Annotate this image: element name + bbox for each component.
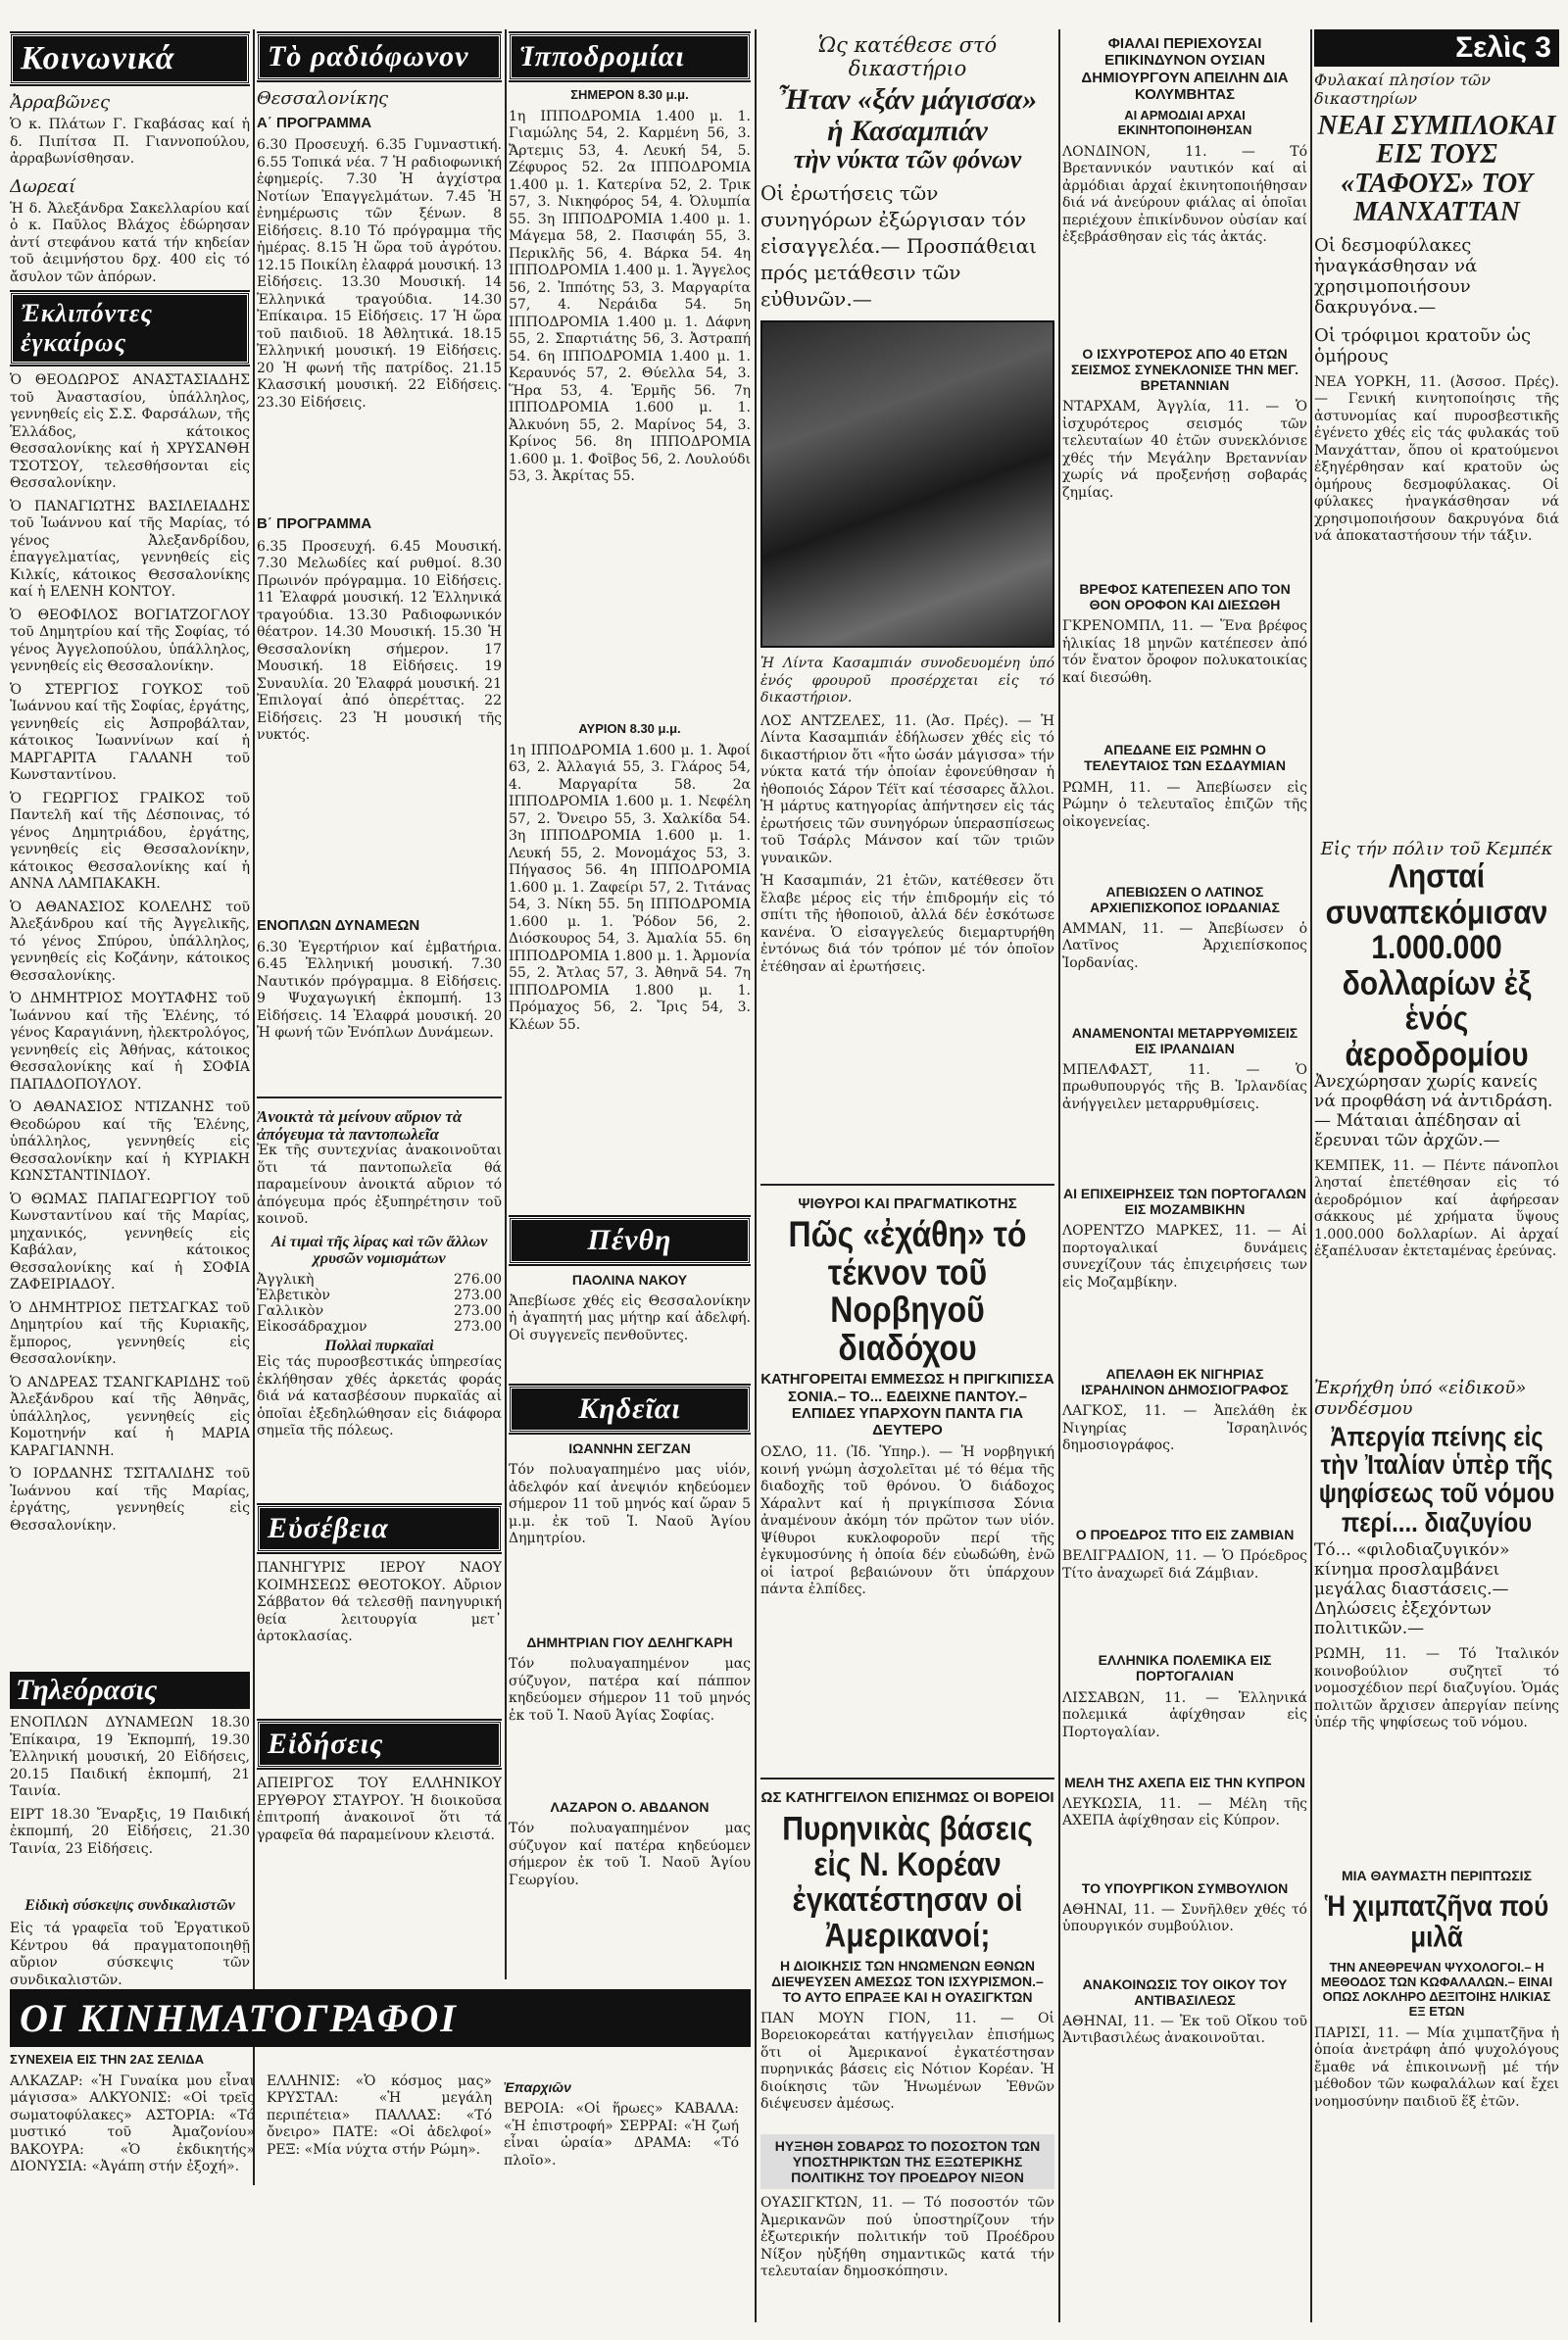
program-a-label: Α΄ ΠΡΟΓΡΑΜΜΑ bbox=[257, 115, 372, 131]
brief-head-12: ΤΟ ΥΠΟΥΡΓΙΚΟΝ ΣΥΜΒΟΥΛΙΟΝ bbox=[1081, 1879, 1289, 1896]
brief-head-4: ΑΠΕΔΑΝΕ ΕΙΣ ΡΩΜΗΝ Ο ΤΕΛΕΥΤΑΙΟΣ ΤΩΝ ΕΣΔΑΥΜΙΑΝ bbox=[1084, 742, 1286, 774]
brief-head-13: ΑΝΑΚΟΙΝΩΣΙΣ ΤΟΥ ΟΙΚΟΥ ΤΟΥ ΑΝΤΙΒΑΣΙΛΕΩΣ bbox=[1082, 1975, 1288, 2008]
divider bbox=[760, 1184, 1054, 1186]
gifts-text-block: Ἡ δ. Ἀλεξάνδρα Σακελλαρίου καί ὁ κ. Παῦλος Βλάχος ἐδώρησαν ἀντί στεφάνου κατά τήν κηδείαν τοῦ ἀειμνήστου δρχ. 400 εἰς τό ἄσυλον τῶν ἀπόρων. bbox=[10, 200, 250, 285]
main-headline-2: ἡ Κασαμπιάν bbox=[827, 114, 988, 147]
brief-text-5: ΑΜΜΑΝ, 11. — Ἀπεβίωσεν ὁ Λατῖνος Ἀρχιεπίσκοπος Ἰορδανίας. bbox=[1062, 920, 1307, 971]
korea-deck: Η ΔΙΟΙΚΗΣΙΣ ΤΩΝ ΗΝΩΜΕΝΩΝ ΕΘΝΩΝ ΔΙΕΨΕΥΣΕΝ ΑΜΕΣΩΣ ΤΟΝ ΙΣΧΥΡΙΣΜΟΝ.– ΤΟ ΑΥΤΟ ΕΠΡΑΞΕ ΚΑΙ Η ΟΥΑΣΙΓΚΤΩΝ bbox=[771, 1957, 1044, 2005]
brief-text-7: ΛΟΡΕΝΤΖΟ ΜΑΡΚΕΣ, 11. — Αἱ πορτογαλικαί δυνάμεις συνεχίζουν τάς ἐπιχειρήσεις των εἰς Μοζαμβίκην. bbox=[1062, 1223, 1307, 1291]
korea-headline: Πυρηνικὰς βάσεις εἰς Ν. Κορέαν ἐγκατέστησαν οἱ Ἀμερικανοί; bbox=[782, 1810, 1033, 1954]
cinemas-subhead: ΣΥΝΕΧΕΙΑ ΕΙΣ ΤΗΝ 2ΑΣ ΣΕΛΙΔΑ bbox=[10, 2052, 205, 2067]
tomorrow-label: ΑΥΡΙΟΝ 8.30 μ.μ. bbox=[578, 720, 681, 736]
tv-union-text: Εἰς τά γραφεῖα τοῦ Ἐργατικοῦ Κέντρου θά πραγματοποιηθῇ αὔριον σύσκεψις τῶν συνδικαλιστῶν. bbox=[10, 1921, 250, 1988]
tv-header: Τηλεόρασις bbox=[10, 1672, 250, 1709]
eusebeia-text: ΠΑΝΗΓΥΡΙΣ ΙΕΡΟΥ ΝΑΟΥ ΚΟΙΜΗΣΕΩΣ ΘΕΟΤΟΚΟΥ. Αὔριον Σάββατον θά τελεσθῇ πανηγυρική θεία λειτουργία μετ᾽ ἀρτοκλασίας. bbox=[257, 1560, 502, 1645]
funeral-name-3: ΛΑΖΑΡΟΝ Ο. ΑΒΔΑΝΟΝ bbox=[550, 1799, 710, 1816]
korea-kicker: ΩΣ ΚΑΤΗΓΓΕΙΛΟΝ ΕΠΙΣΗΜΩΣ ΟΙ ΒΟΡΕΙΟΙ bbox=[760, 1789, 1054, 1807]
engagement-note: Ὁ κ. Πλάτων Γ. Γκαβάσας καί ἡ δ. Πιπίτσα Π. Γιαννοπούλου, ἀρραβωνίσθησαν. bbox=[10, 117, 250, 167]
column-divider bbox=[755, 29, 757, 2322]
radio-header: Τὸ ραδιόφωνον bbox=[257, 33, 502, 80]
cinemas-text-right: Ἐπαρχιῶν ΒΕΡΟΙΑ: «Οἱ ἥρωες» ΚΑΒΑΛΑ: «Ἡ ἐπιστροφή» ΣΕΡΡΑΙ: «Ἡ ζωή εἶναι ὡραία» ΔΡΑΜΑ: «Τό πλοῖο». bbox=[504, 2078, 739, 2169]
engagements-subhead: Ἀρραβῶνες bbox=[10, 92, 111, 113]
photo-caption: Ἡ Λίντα Κασαμπιάν συνοδευομένη ὑπό ἑνός φρουροῦ προσέρχεται εἰς τό δικαστήριον. bbox=[760, 656, 1054, 707]
italy-kicker: Ἐκρήχθη ὑπό «εἰδικοῦ» συνδέσμου bbox=[1314, 1377, 1527, 1419]
funerals-header: Κηδεῖαι bbox=[509, 1386, 751, 1433]
price-row: Ἑλβετικὸν 273.00 bbox=[257, 1287, 502, 1303]
brief-text-11: ΛΕΥΚΩΣΙΑ, 11. — Μέλη τῆς ΑΧΕΠΑ ἀφίχθησαν εἰς Κύπρον. bbox=[1062, 1795, 1307, 1829]
social-header: Κοινωνικά bbox=[10, 33, 250, 84]
fires-head: Πολλαὶ πυρκαϊαὶ bbox=[324, 1337, 434, 1354]
today-label: ΣΗΜΕΡΟΝ 8.30 μ.μ. bbox=[570, 87, 689, 102]
column-divider bbox=[505, 29, 507, 1979]
tv-schedule-block: ΕΝΟΠΛΩΝ ΔΥΝΑΜΕΩΝ 18.30 Ἐπίκαιρα, 19 Ἐκπομπή, 19.30 Ἑλληνική μουσική, 20 Εἰδήσεις, 20.15 Παιδική ἐκπομπή, 21 Ταινία. ΕΙΡΤ 18.30 Ἔναρξις, 19 Παιδική ἐκπομπή, 20 Εἰδήσεις, 21.30 Ταινία, 23 Εἰδήσεις. bbox=[10, 1715, 250, 1857]
forces-text: 6.30 Ἐγερτήριον καί ἐμβατήρια. 6.45 Ἑλληνική μουσική. 7.30 Ναυτικόν πρόγραμμα. 8 Εἰδήσεις. 9 Ψυχαγωγική ἐκπομπή. 13 Εἰδήσεις. 14 Ἐλαφρά μουσική. 20 Ἡ φωνή τῶν Ἐνόπλων Δυνάμεων. bbox=[257, 939, 502, 1042]
brief-text-6: ΜΠΕΛΦΑΣΤ, 11. — Ὁ πρωθυπουργός τῆς Β. Ἰρλανδίας ἀνήγγειλεν μεταρρυθμίσεις. bbox=[1062, 1061, 1307, 1112]
manhattan-text: ΝΕΑ ΥΟΡΚΗ, 11. (Ἀσσοσ. Πρές). — Γενική κινητοποίησις τῆς ἀστυνομίας καί πυροσβεστικῆς ἐγένετο χθές εἰς τάς φυλακάς τοῦ Μανχάτταν, ὅπου οἱ κρατούμενοι ἐξηγέρθησαν καί κρατοῦν ὡς ὁμήρους δεσμοφύλακας. Οἱ φύλακες ἠναγκάσθησαν νά χρησιμοποιήσουν δακρυγόνα διά νά ἀποκαταστήσουν τήν τάξιν. bbox=[1314, 373, 1559, 545]
italy-deck: Τό... «φιλοδιαζυγικόν» κίνημα προσλαμβάνει μεγάλας διαστάσεις.— Δηλώσεις ἐξεχόντων πολιτικῶν.— bbox=[1314, 1540, 1510, 1639]
price-row: Εἰκοσάδραχμον 273.00 bbox=[257, 1318, 502, 1335]
column-divider bbox=[253, 29, 255, 2185]
deaths-text-block: Ὁ ΘΕΟΔΩΡΟΣ ΑΝΑΣΤΑΣΙΑΔΗΣ τοῦ Ἀναστασίου, ὑπάλληλος, γεννηθείς εἰς Σ.Σ. Φαρσάλων, τῆς Ἑλλάδος, κάτοικος Θεσσαλονίκης καί ἡ ΧΡΥΣΑΝΘΗ ΤΣΟΤΣΟΥ, τελεσθήσονται εἰς Θεσσαλονίκην. Ὁ ΠΑΝΑΓΙΩΤΗΣ ΒΑΣΙΛΕΙΑΔΗΣ τοῦ Ἰωάννου καί τῆς Μαρίας, τό γένος Ἀλεξανδρίδου, ἐπαγγελματίας, γεννηθείς εἰς Κιλκίς, κάτοικος Θεσσαλονίκης καί ἡ ΕΛΕΝΗ ΚΟΝΤΟΥ. Ὁ ΘΕΟΦΙΛΟΣ ΒΟΓΙΑΤΖΟΓΛΟΥ τοῦ Δημητρίου καί τῆς Σοφίας, τό γένος Ἀγγελοπούλου, ὑπάλληλος, γεννηθείς εἰς Θεσσαλονίκην. Ὁ ΣΤΕΡΓΙΟΣ ΓΟΥΚΟΣ τοῦ Ἰωάννου καί τῆς Σοφίας, ἐργάτης, γεννηθείς εἰς Ἀσπροβάλταν, κάτοικος Ἰωαννίνων καί ἡ ΜΑΡΓΑΡΙΤΑ ΓΑΛΑΝΗ τοῦ Κωνσταντίνου. Ὁ ΓΕΩΡΓΙΟΣ ΓΡΑΙΚΟΣ τοῦ Παντελῆ καί τῆς Δέσποινας, τό γένος Δημητριάδου, ἐργάτης, γεννηθείς εἰς Θεσσαλονίκην, κάτοικος Θεσσαλονίκης καί ἡ ΑΝΝΑ ΛΑΜΠΑΚΑΚΗ. Ὁ ΑΘΑΝΑΣΙΟΣ ΚΟΛΕΛΗΣ τοῦ Ἀλεξάνδρου καί τῆς Ἀγγελικῆς, τό γένος Σπύρου, ὑπάλληλος, γεννηθείς εἰς Κοζάνην, κάτοικος Θεσσαλονίκης. Ὁ ΔΗΜΗΤΡΙΟΣ ΜΟΥΤΑΦΗΣ τοῦ Ἰωάννου καί τῆς Ἑλένης, τό γένος Καραγιάννη, ἠλεκτρολόγος, γεννηθείς εἰς Ἀθήνας, κάτοικος Θεσσαλονίκης καί ἡ ΣΟΦΙΑ ΠΑΠΑΔΟΠΟΥΛΟΥ. Ὁ ΑΘΑΝΑΣΙΟΣ ΝΤΙΖΑΝΗΣ τοῦ Θεοδώρου καί τῆς Ἑλένης, ὑπάλληλος, γεννηθείς εἰς Θεσσαλονίκην καί ἡ ΚΥΡΙΑΚΗ ΚΩΝΣΤΑΝΤΙΝΙΔΟΥ. Ὁ ΘΩΜΑΣ ΠΑΠΑΓΕΩΡΓΙΟΥ τοῦ Κωνσταντίνου καί τῆς Μαρίας, μηχανικός, γεννηθείς εἰς Καβάλαν, κάτοικος Θεσσαλονίκης καί ἡ ΣΟΦΙΑ ΖΑΦΕΙΡΙΑΔΟΥ. Ὁ ΔΗΜΗΤΡΙΟΣ ΠΕΤΣΑΓΚΑΣ τοῦ Δημητρίου καί τῆς Κυριακῆς, ἔμπορος, γεννηθείς εἰς Θεσσαλονίκην. Ὁ ΑΝΔΡΕΑΣ ΤΣΑΝΓΚΑΡΙΔΗΣ τοῦ Ἀλεξάνδρου καί τῆς Ἀθηνᾶς, ὑπάλληλος, γεννηθείς εἰς Κομοτηνήν καί ἡ ΜΑΡΙΑ ΚΑΡΑΓΙΑΝΝΗ. Ὁ ΙΟΡΔΑΝΗΣ ΤΣΙΤΑΛΙΔΗΣ τοῦ Ἰωάννου καί τῆς Μαρίας, ἐργάτης, γεννηθείς εἰς Θεσσαλονίκην. bbox=[10, 372, 250, 1534]
shops-open-text: Ἐκ τῆς συντεχνίας ἀνακοινοῦται ὅτι τά παντοπωλεῖα θά παραμείνουν ἀνοικτά αὔριον τό ἀπόγευμα πρός ἐξυπηρέτησιν τοῦ κοινοῦ. bbox=[257, 1143, 502, 1228]
program-a-text: 6.30 Προσευχή. 6.35 Γυμναστική. 6.55 Τοπικά νέα. 7 Ἡ ραδιοφωνική ἐφημερίς. 7.30 Ἡ ἀγχίστρα Νοτίων Ἐπαγγελμάτων. 7.45 Ἡ ἐνημέρωσις τῶν ξένων. 8 Εἰδήσεις. 8.10 Τό πρόγραμμα τῆς ἡμέρας. 8.15 Ἡ ὥρα τοῦ ἀγρότου. 12.15 Ποικίλη ἐλαφρά μουσική. 13 Εἰδήσεις. 13.30 Μουσική. 14 Ἑλληνικά τραγούδια. 14.30 Ἐπίκαιρα. 15 Εἰδήσεις. 17 Ἡ ὥρα τοῦ παιδιοῦ. 18 Ἀθλητικά. 18.15 Ἑλληνική μουσική. 19 Εἰδήσεις. 20 Ἡ φωνή τῆς πατρίδος. 21.15 Κλασσική μουσική. 22 Εἰδήσεις. 23.30 Εἰδήσεις. bbox=[257, 137, 502, 411]
main-headline-1: Ἦταν «ξάν μάγισσα» bbox=[777, 83, 1038, 116]
tv-union-note: Εἰδικὴ σύσκεψις συνδικαλιστῶν bbox=[24, 1897, 235, 1914]
korea-text: ΠΑΝ ΜΟΥΝ ΓΙΟΝ, 11. — Οἱ Βορειοκορεάται κατήγγειλαν ἐπισήμως ὅτι οἱ Ἀμερικανοί ἐγκατέστησαν πυρηνικάς βάσεις εἰς Νότιον Κορέαν. Ἡ διοίκησις τῶν Ἡνωμένων Ἐθνῶν διέψευσεν ἀμέσως. bbox=[760, 2010, 1054, 2113]
grief-header: Πένθη bbox=[509, 1217, 751, 1264]
norway-kicker: ΨΙΘΥΡΟΙ ΚΑΙ ΠΡΑΓΜΑΤΙΚΟΤΗΣ bbox=[798, 1194, 1017, 1212]
main-story-text: ΛΟΣ ΑΝΤΖΕΛΕΣ, 11. (Ἀσ. Πρές). — Ἡ Λίντα Κασαμπιάν ἐδήλωσεν χθές εἰς τό δικαστήριον ὅτι «ἦτο ὡσάν μάγισσα» τήν νύκτα κατά τήν ὁποίαν ἐφονεύθησαν ἡ ἠθοποιός Σάρον Τέϊτ καί τέσσαρες ἄλλοι. Ἡ μάρτυς κατηγορίας ἀπήντησεν εἰς τάς ἐρωτήσεις τῶν συνηγόρων ὑπερασπίσεως τοῦ Τσάρλς Μάνσον καί τῶν τριῶν γυναικῶν. Ἡ Κασαμπιάν, 21 ἐτῶν, κατέθεσεν ὅτι ἔλαβε μέρος εἰς τήν ἐπιδρομήν εἰς τό σπίτι τῆς ἠθοποιοῦ, ἀλλά δέν ἐσκότωσε κανένα. Ὁ εἰσαγγελεύς διεμαρτυρήθη ἐντόνως διά τόν τρόπον μέ τόν ὁποῖον ἐτέθησαν αἱ ἐρωτήσεις. bbox=[760, 712, 1054, 975]
italy-text: ΡΩΜΗ, 11. — Τό Ἰταλικόν κοινοβούλιον συζητεῖ τό νομοσχέδιον περί διαζυγίου. Ὁμάς πολιτῶν ἄρχισεν ἀπεργίαν πείνης ὑπέρ τῆς ψηφίσεως τοῦ νόμου. bbox=[1314, 1646, 1559, 1731]
italy-headline: Ἀπεργία πείνης εἰς τὴν Ἰταλίαν ὑπὲρ τῆς ψηφίσεως τοῦ νόμου περί.... διαζυγίου bbox=[1318, 1421, 1555, 1537]
chimp-text: ΠΑΡΙΣΙ, 11. — Μία χιμπατζῆνα ἡ ὁποία ἀνετράφη ἀπό ψυχολόγους ἔμαθε νά ἐπικοινωνῇ μέ τήν μέθοδον τῶν κωφαλάλων καί ἔχει νοημοσύνην παιδιοῦ ἕξ ἐτῶν. bbox=[1314, 2024, 1559, 2110]
brief-head-2: Ο ΙΣΧΥΡΟΤΕΡΟΣ ΑΠΟ 40 ΕΤΩΝ ΣΕΙΣΜΟΣ ΣΥΝΕΚΛΟΝΙΣΕ ΤΗΝ ΜΕΓ. ΒΡΕΤΑΝΝΙΑΝ bbox=[1070, 345, 1299, 394]
brief-head-7: ΑΙ ΕΠΙΧΕΙΡΗΣΕΙΣ ΤΩΝ ΠΟΡΤΟΓΑΛΩΝ ΕΙΣ ΜΟΖΑΜΒΙΚΗΝ bbox=[1063, 1185, 1306, 1217]
funeral-text-3: Τόν πολυαγαπημένον μας σύζυγον καί πατέρα κηδεύομεν σήμερον ἐκ τοῦ Ἱ. Ναοῦ Ἁγίου Γεωργίου. bbox=[509, 1821, 751, 1888]
brief-head-5: ΑΠΕΒΙΩΣΕΝ Ο ΛΑΤΙΝΟΣ ΑΡΧΙΕΠΙΣΚΟΠΟΣ ΙΟΡΔΑΝΙΑΣ bbox=[1090, 883, 1280, 915]
brief-head-10: ΕΛΛΗΝΙΚΑ ΠΟΛΕΜΙΚΑ ΕΙΣ ΠΟΡΤΟΓΑΛΙΑΝ bbox=[1098, 1652, 1272, 1684]
brief-head-6: ΑΝΑΜΕΝΟΝΤΑΙ ΜΕΤΑΡΡΥΘΜΙΣΕΙΣ ΕΙΣ ΙΡΛΑΝΔΙΑΝ bbox=[1071, 1024, 1298, 1056]
kempek-deck: Ἀνεχώρησαν χωρίς κανείς νά προφθάση νά ἀντιδράση.— Μάταιαι ἀπέδησαν αἱ ἔρευναι τῶν ἀρχῶν.— bbox=[1314, 1071, 1553, 1150]
funeral-text-1: Τόν πολυαγαπημένο μας υἱόν, ἀδελφόν καί ἀνεψιόν κηδεύομεν σήμερον 11 τοῦ μηνός καί ὥραν 5 μ.μ. ἐκ τοῦ Ἱ. Ναοῦ Ἁγίου Δημητρίου. bbox=[509, 1462, 751, 1547]
fires-text: Εἰς τάς πυροσβεστικάς ὑπηρεσίας ἐκλήθησαν χθές ἀρκετάς φοράς διά νά κατασβέσουν πυρκαϊάς αἱ ὁποῖαι ἐξεδηλώθησαν εἰς διάφορα σημεῖα τῆς πόλεως. bbox=[257, 1354, 502, 1439]
radio-subhead: Θεσσαλονίκης bbox=[257, 88, 389, 109]
column-divider bbox=[1310, 29, 1312, 2322]
cinemas-header: ΟΙ ΚΙΝΗΜΑΤΟΓΡΑΦΟΙ bbox=[10, 1989, 751, 2047]
divider bbox=[760, 1778, 1054, 1779]
chimp-kicker: ΜΙΑ ΘΑΥΜΑΣΤΗ ΠΕΡΙΠΤΩΣΙΣ bbox=[1342, 1868, 1532, 1884]
brief-sub-1: ΑΙ ΑΡΜΟΔΙΑΙ ΑΡΧΑΙ ΕΚΙΝΗΤΟΠΟΙΗΘΗΣΑΝ bbox=[1117, 108, 1252, 137]
norway-headline: Πῶς «ἐχάθη» τό τέκνον τοῦ Νορβηγοῦ διαδόχου bbox=[788, 1213, 1027, 1368]
manhattan-headline: ΝΕΑΙ ΣΥΜΠΛΟΚΑΙ ΕΙΣ ΤΟΥΣ «ΤΑΦΟΥΣ» ΤΟΥ ΜΑΝΧΑΤΤΑΝ bbox=[1317, 111, 1556, 228]
eidoseis-text: ΑΠΕΙΡΓΟΣ ΤΟΥ ΕΛΛΗΝΙΚΟΥ ΕΡΥΘΡΟΥ ΣΤΑΥΡΟΥ. Ἡ διοικοῦσα ἐπιτροπή ἀνακοινοῖ ὅτι τά γραφεῖα θά παραμείνουν κλειστά. bbox=[257, 1776, 502, 1843]
gold-prices-title: Αἱ τιμαὶ τῆς λίρας καὶ τῶν ἄλλων χρυσῶν νομισμάτων bbox=[270, 1233, 488, 1267]
manhattan-kicker: Φυλακαί πλησίον τῶν δικαστηρίων bbox=[1314, 71, 1491, 108]
column-front bbox=[1314, 29, 1559, 2322]
brief-text-8: ΛΑΓΚΟΣ, 11. — Ἀπελάθη ἐκ Νιγηρίας Ἰσραηλινός δημοσιογράφος. bbox=[1062, 1403, 1307, 1454]
brief-text-3: ΓΚΡΕΝΟΜΠΛ, 11. — Ἕνα βρέφος ἡλικίας 18 μηνῶν κατέπεσεν ἀπό τόν ἔνατον ὄροφον πολυκατοικίας καί διεσώθη. bbox=[1062, 618, 1307, 686]
brief-text-2: ΝΤΑΡΧΑΜ, Ἀγγλία, 11. — Ὁ ἰσχυρότερος σεισμός τῶν τελευταίων 40 ἐτῶν συνεκλόνισε χθές τήν Μεγάλην Βρεταννίαν χωρίς νά προξενήσῃ σοβαράς ζημίας. bbox=[1062, 399, 1307, 501]
brief-head-8: ΑΠΕΛΑΘΗ ΕΚ ΝΙΓΗΡΙΑΣ ΙΣΡΑΗΛΙΝΟΝ ΔΗΜΟΣΙΟΓΡΑΦΟΣ bbox=[1081, 1366, 1289, 1398]
tomorrow-races-text: 1η ΙΠΠΟΔΡΟΜΙΑ 1.600 μ. 1. Ἀφοί 63, 2. Ἀλλαγιά 55, 3. Γλάρος 54, 4. Μαργαρίτα 58. 2α ΙΠΠΟΔΡΟΜΙΑ 1.600 μ. 1. Νεφέλη 57, 2. Ὄνειρο 55, 3. Χαλκίδα 54. 3η ΙΠΠΟΔΡΟΜΙΑ 1.600 μ. 1. Λευκή 55, 2. Μονομάχος 53, 3. Πήγασος 56. 4η ΙΠΠΟΔΡΟΜΙΑ 1.600 μ. 1. Ζαφείρι 57, 2. Τιτάνας 54, 3. Νίκη 55. 5η ΙΠΠΟΔΡΟΜΙΑ 1.600 μ. 1. Ῥόδον 56, 2. Διόσκουρος 54, 3. Ἀμαλία 55. 6η ΙΠΠΟΔΡΟΜΙΑ 1.800 μ. 1. Ἀρμονία 55, 2. Ἄτλας 57, 3. Ἀθηνᾶ 54. 7η ΙΠΠΟΔΡΟΜΙΑ 1.800 μ. 1. Πρόμαχος 56, 2. Ἴρις 54, 3. Κλέων 55. bbox=[509, 742, 751, 1033]
brief-text-10: ΛΙΣΣΑΒΩΝ, 11. — Ἑλληνικά πολεμικά ἀφίχθησαν εἰς Πορτογαλίαν. bbox=[1062, 1689, 1307, 1740]
program-b-label: Β΄ ΠΡΟΓΡΑΜΜΑ bbox=[257, 515, 372, 533]
brief-text-12: ΑΘΗΝΑΙ, 11. — Συνῆλθεν χθές τό ὑπουργικόν συμβούλιον. bbox=[1062, 1901, 1307, 1935]
page-label: Σελὶς 3 bbox=[1314, 29, 1559, 67]
nixon-headline: ΗΥΞΗΘΗ ΣΟΒΑΡΩΣ ΤΟ ΠΟΣΟΣΤΟΝ ΤΩΝ ΥΠΟΣΤΗΡΙΚΤΩΝ ΤΗΣ ΕΞΩΤΕΡΙΚΗΣ ΠΟΛΙΤΙΚΗΣ ΤΟΥ ΠΡΟΕΔΡΟΥ ΝΙΞΟΝ bbox=[760, 2134, 1054, 2189]
grief-name: ΠΑΟΛΙΝΑ ΝΑΚΟΥ bbox=[571, 1271, 688, 1288]
today-races-text: 1η ΙΠΠΟΔΡΟΜΙΑ 1.400 μ. 1. Γιαμώλης 54, 2. Καρμένη 56, 3. Ἄρτεμις 53, 4. Λευκή 54, 5. Ζέφυρος 52. 2α ΙΠΠΟΔΡΟΜΙΑ 1.400 μ. 1. Κατερίνα 52, 2. Τρικ 57, 3. Νικηφόρος 54, 4. Ὀλυμπία 55. 3η ΙΠΠΟΔΡΟΜΙΑ 1.400 μ. 1. Μάγεμα 58, 2. Πασιφάη 55, 3. Περικλῆς 56, 4. Βάρκα 54. 4η ΙΠΠΟΔΡΟΜΙΑ 1.400 μ. 1. Ἄγγελος 56, 2. Ἰππότης 53, 3. Μαργαρίτα 57, 4. Νεράιδα 54. 5η ΙΠΠΟΔΡΟΜΙΑ 1.400 μ. 1. Δάφνη 55, 2. Σπαρτιάτης 56, 3. Ἀστραπή 54. 6η ΙΠΠΟΔΡΟΜΙΑ 1.400 μ. 1. Κεραυνός 57, 2. Θύελλα 54, 3. Ἥρα 53, 4. Ἑρμῆς 56. 7η ΙΠΠΟΔΡΟΜΙΑ 1.600 μ. 1. Ἀλκυόνη 55, 2. Μαρίνος 54, 3. Κρίνος 56. 8η ΙΠΠΟΔΡΟΜΙΑ 1.600 μ. 1. Φοῖβος 56, 2. Λουλούδι 53, 3. Ἀκρίτας 55. bbox=[509, 108, 751, 485]
chimp-headline: Ἡ χιμπατζῆνα πού μιλᾶ bbox=[1324, 1889, 1549, 1954]
brief-text-13: ΑΘΗΝΑΙ, 11. — Ἐκ τοῦ Οἴκου τοῦ Ἀντιβασιλέως ἀνακοινοῦται. bbox=[1062, 2013, 1307, 2047]
column-center bbox=[760, 29, 1054, 2322]
forces-label: ΕΝΟΠΛΩΝ ΔΥΝΑΜΕΩΝ bbox=[257, 916, 420, 934]
brief-head-1: ΦΙΑΛΑΙ ΠΕΡΙΕΧΟΥΣΑΙ ΕΠΙΚΙΝΔΥΝΟΝ ΟΥΣΙΑΝ ΔΗΜΙΟΥΡΓΟΥΝ ΑΠΕΙΛΗΝ ΔΙΑ ΚΟΛΥΜΒΗΤΑΣ bbox=[1081, 35, 1289, 103]
column-divider bbox=[1058, 29, 1060, 2322]
column-briefs bbox=[1062, 29, 1307, 2322]
funeral-text-2: Τόν πολυαγαπημένον μας σύζυγον, πατέρα καί πάππον κηδεύομεν σήμερον 11 τοῦ μηνός ἐκ τοῦ Ἱ. Ναοῦ Ἁγίας Σοφίας. bbox=[509, 1656, 751, 1724]
norway-text: ΟΣΛΟ, 11. (Ἰδ. Ὑπηρ.). — Ἡ νορβηγική κοινή γνώμη ἀσχολεῖται μέ τό θέμα τῆς διαδοχῆς τοῦ θρόνου. Ὁ διάδοχος Χάραλντ καί ἡ πριγκίπισσα Σόνια ἀναμένουν ἀκόμη τόν πρῶτον των υἱόν. Ψίθυροι κυκλοφοροῦν περί τῆς ἐγκυμοσύνης ἡ ὁποία δέν εὐωδώθη, ἐνῶ οἱ ἰατροί βεβαιώνουν ὅτι ὑπάρχουν πάντα ἐλπίδες. bbox=[760, 1444, 1054, 1598]
brief-head-3: ΒΡΕΦΟΣ ΚΑΤΕΠΕΣΕΝ ΑΠΟ ΤΟΝ ΘΟΝ ΟΡΟΦΟΝ ΚΑΙ ΔΙΕΣΩΘΗ bbox=[1079, 581, 1291, 613]
shops-open-box-title: Ἀνοικτὰ τὰ μείνουν αὔριον τὰ ἀπόγευμα τὰ παντοπωλεῖα bbox=[257, 1106, 463, 1144]
program-b-text: 6.35 Προσευχή. 6.45 Μουσική. 7.30 Μελωδίες καί ρυθμοί. 8.30 Πρωινόν πρόγραμμα. 10 Εἰδήσεις. 11 Ἐλαφρά μουσική. 12 Ἑλληνικά τραγούδια. 13.30 Ραδιοφωνικόν θέατρον. 14.30 Μουσική. 15.30 Ἡ Θεσσαλονίκη σήμερον. 17 Μουσική. 18 Εἰδήσεις. 19 Συναυλία. 20 Ἐλαφρά μουσική. 21 Ἐπιλογαί ἀπό ὀπερέττας. 22 Εἰδήσεις. 23 Ἡ μουσική τῆς νυκτός. bbox=[257, 538, 502, 743]
cinemas-text-left: ΑΛΚΑΖΑΡ: «Ἡ Γυναίκα μου εἶναι μάγισσα» ΑΛΚΥΟΝΙΣ: «Οἱ τρεῖς σωματοφύλακες» ΑΣΤΟΡΙΑ: «Τό μυστικό τοῦ Ἀμαζονίου» ΒΑΚΟΥΡΑ: «Ὁ ἐκδικητής» ΔΙΟΝΥΣΙΑ: «Ἀγάπη στήν ἐξοχή». bbox=[10, 2072, 255, 2175]
deaths-header: Ἐκλιπόντες ἐγκαίρως bbox=[10, 292, 250, 365]
brief-text-4: ΡΩΜΗ, 11. — Ἀπεβίωσεν εἰς Ρώμην ὁ τελευταῖος ἐπιζῶν τῆς οἰκογενείας. bbox=[1062, 779, 1307, 830]
kempek-headline: Λησταί συναπεκόμισαν 1.000.000 δολλαρίων ἐξ ἑνός ἀεροδρομίου bbox=[1325, 857, 1548, 1073]
price-row: Ἀγγλικὴ 276.00 bbox=[257, 1271, 502, 1288]
eidoseis-header: Εἰδήσεις bbox=[257, 1721, 502, 1768]
brief-head-9: Ο ΠΡΟΕΔΡΟΣ ΤΙΤΟ ΕΙΣ ΖΑΜΒΙΑΝ bbox=[1075, 1527, 1295, 1543]
kempek-text: ΚΕΜΠΕΚ, 11. — Πέντε πάνοπλοι λησταί ἐπετέθησαν εἰς τό ἀεροδρόμιον καί ἀφήρεσαν σάκκους μέ χρήματα ὕψους 1.000.000 δολλαρίων. Αἱ ἀρχαί ἐξαπέλυσαν ἐκτεταμένας ἐρεύνας. bbox=[1314, 1157, 1559, 1260]
funeral-name-1: ΙΩΑΝΝΗΝ ΣΕΓΖΑΝ bbox=[568, 1439, 691, 1456]
chimp-deck: ΤΗΝ ΑΝΕΘΡΕΨΑΝ ΨΥΧΟΛΟΓΟΙ.– Η ΜΕΘΟΔΟΣ ΤΩΝ ΚΩΦΑΛΑΛΩΝ.– ΕΙΝΑΙ ΟΠΩΣ ΛΟΚΛΗΡΟ ΔΕΞΙΤΟΙΗΣ ΗΛΙΚΙΑΣ ΕΞ ΕΤΩΝ bbox=[1320, 1960, 1553, 2019]
brief-head-11: ΜΕΛΗ ΤΗΣ ΑΧΕΠΑ ΕΙΣ ΤΗΝ ΚΥΠΡΟΝ bbox=[1064, 1774, 1305, 1790]
cinemas-text-mid: ΕΛΛΗΝΙΣ: «Ὁ κόσμος μας» ΚΡΥΣΤΑΛ: «Ἡ μεγάλη περιπέτεια» ΠΑΛΛΑΣ: «Τό ὄνειρο» ΠΑΤΕ: «Οἱ ἀδελφοί» ΡΕΞ: «Μία νύχτα στήν Ρώμη». bbox=[267, 2072, 492, 2158]
gold-prices-table bbox=[257, 1272, 502, 1335]
funeral-name-2: ΔΗΜΗΤΡΙΑΝ ΓΙΟΥ ΔΕΛΗΓΚΑΡΗ bbox=[526, 1634, 733, 1651]
main-headline-3: τὴν νύκτα τῶν φόνων bbox=[793, 145, 1022, 173]
gifts-subhead: Δωρεαί bbox=[10, 175, 76, 197]
races-header: Ἱπποδρομίαι bbox=[509, 33, 751, 80]
manhattan-deck-1: Οἱ δεσμοφύλακες ἠναγκάσθησαν νά χρησιμοποιήσουν δακρυγόνα.— bbox=[1314, 234, 1478, 317]
divider bbox=[257, 1097, 502, 1098]
kasabian-photo bbox=[760, 320, 1054, 648]
column-radio bbox=[257, 29, 502, 2009]
price-row: Γαλλικὸν 273.00 bbox=[257, 1302, 502, 1319]
main-kicker: Ὡς κατέθεσε στό δικαστήριο bbox=[817, 33, 998, 80]
column-races bbox=[509, 29, 751, 2009]
brief-text-1: ΛΟΝΔΙΝΟΝ, 11. — Τό Βρεταννικόν ναυτικόν καί αἱ ἀρμόδιαι ἀρχαί ἐκινητοποιήθησαν διά νά ἀνεύρουν φιάλας αἱ ὁποῖαι περιέχουν ἐπικίνδυνον οὐσίαν καί ἐξεβράσθησαν εἰς τάς ἀκτάς. bbox=[1062, 143, 1307, 246]
cinemas-section bbox=[10, 1989, 751, 2332]
brief-text-9: ΒΕΛΙΓΡΑΔΙΟΝ, 11. — Ὁ Πρόεδρος Τίτο ἀναχωρεῖ διά Ζάμβιαν. bbox=[1062, 1548, 1307, 1582]
eusebeia-header: Εὐσέβεια bbox=[257, 1505, 502, 1552]
grief-text: Ἀπεβίωσε χθές εἰς Θεσσαλονίκην ἡ ἀγαπητή μας μήτηρ καί ἀδελφή. Οἱ συγγενεῖς πενθοῦντες. bbox=[509, 1292, 751, 1343]
main-deck: Οἱ ἐρωτήσεις τῶν συνηγόρων ἐξώργισαν τόν εἰσαγγελέα.— Προσπάθειαι πρός μετάθεσιν τῶν εὐθυνῶν.— bbox=[760, 181, 1038, 312]
nixon-text: ΟΥΑΣΙΓΚΤΩΝ, 11. — Τό ποσοστόν τῶν Ἀμερικανῶν πού ὑποστηρίζουν τήν ἐξωτερικήν πολιτικήν τοῦ Προέδρου Νίξον ηὐξήθη σημαντικῶς κατά τήν τελευταίαν δημοσκόπησιν. bbox=[760, 2195, 1054, 2280]
column-social bbox=[10, 29, 250, 2322]
provinces-label: Ἐπαρχιῶν bbox=[504, 2078, 571, 2095]
norway-deck: ΚΑΤΗΓΟΡΕΙΤΑΙ ΕΜΜΕΣΩΣ Η ΠΡΙΓΚΙΠΙΣΣΑ ΣΟΝΙΑ.– ΤΟ... ΕΔΕΙΧΝΕ ΠΑΝΤΟΥ.– ΕΛΠΙΔΕΣ ΥΠΑΡΧΟΥΝ ΠΑΝΤΑ ΓΙΑ ΔΕΥΤΕΡΟ bbox=[760, 1371, 1054, 1439]
manhattan-deck-2: Οἱ τρόφιμοι κρατοῦν ὡς ὁμήρους bbox=[1314, 324, 1532, 366]
kempek-kicker: Εἰς τήν πόλιν τοῦ Κεμπέκ bbox=[1320, 838, 1553, 859]
